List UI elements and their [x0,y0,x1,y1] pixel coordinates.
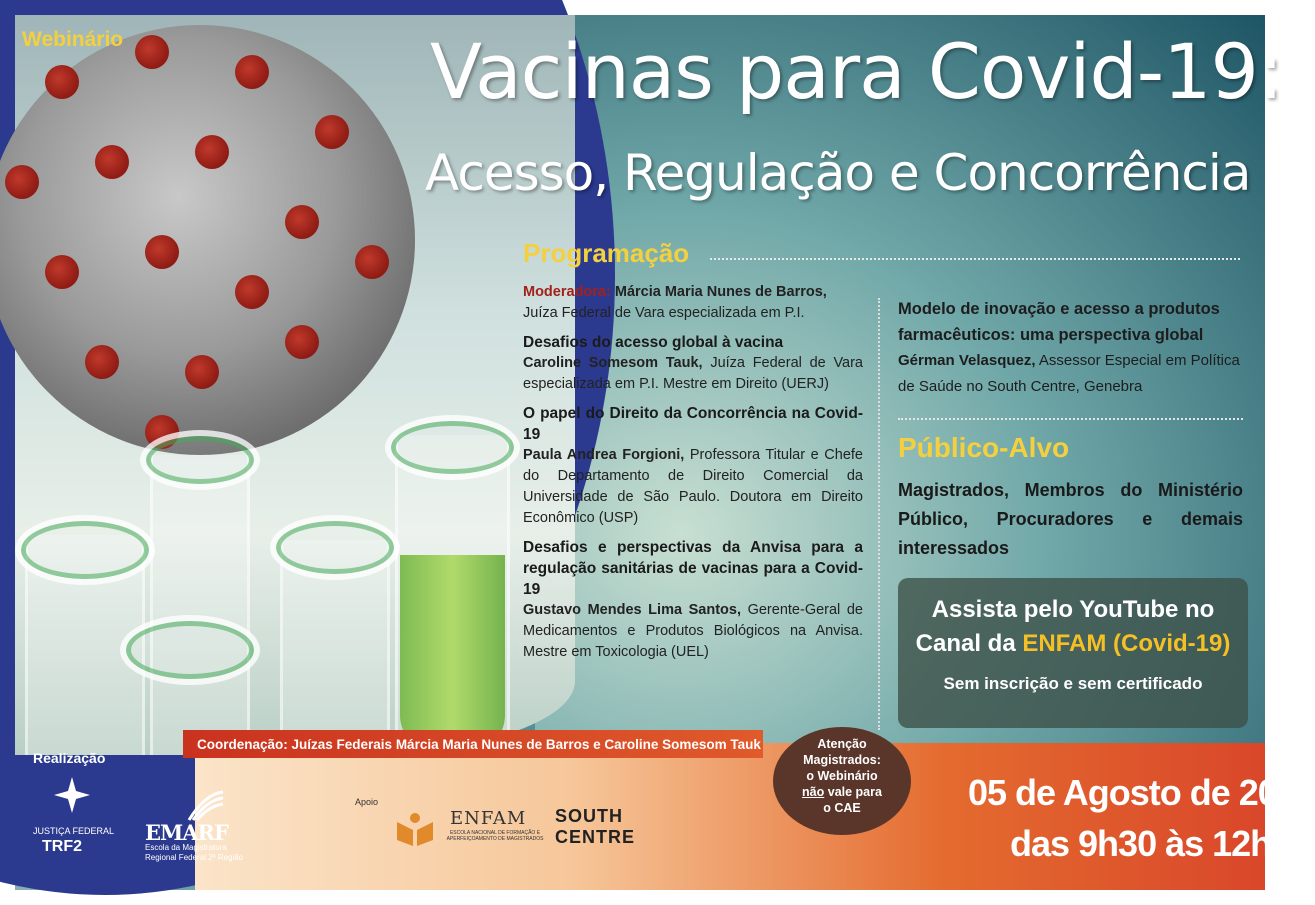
publico-text: Magistrados, Membros do Ministério Público, Procuradores e demais interessados [898,480,1243,558]
program-column-right [898,296,1243,400]
talk-title: Desafios e perspectivas da Anvisa para a regulação sanitárias de vacinas para a Covid-19 [523,539,863,598]
coordination-bar: Coordenação: Juízas Federais Márcia Maria Nunes de Barros e Caroline Somesom Tauk [183,730,763,758]
youtube-line1: Assista pelo YouTube no [931,596,1215,623]
attention-line: Atenção [817,737,867,751]
test-tube-rim [385,415,520,480]
event-time: das 9h30 às 12h [1010,823,1272,864]
jf-label: JUSTIÇA FEDERAL [33,826,115,836]
enfam-logo-icon [393,810,437,848]
attention-line: o CAE [823,801,861,815]
programacao-heading: Programação [523,238,690,268]
moderator-name: Márcia Maria Nunes de Barros, [614,284,827,300]
talk-desc: Gerente-Geral de Medicamentos e Produtos Biológicos na Anvisa. Mestre em Toxicologia (UEL) [523,602,863,660]
youtube-prefix: Canal da [915,630,1023,657]
virus-illustration [0,25,415,455]
talk-desc: Juíza Federal de Vara especializada em P.I. Mestre em Direito (UERJ) [523,355,864,392]
publico-heading: Público-Alvo [898,432,1070,463]
talk-item [523,403,863,529]
footer-band [195,743,1265,890]
talk-desc: Assessor Especial em Política de Saúde no South Centre, Genebra [898,352,1240,395]
test-tube-rim [120,615,260,685]
dotted-divider [898,418,1243,420]
vertical-divider [878,298,880,730]
youtube-line2 [898,630,1248,658]
talk-speaker: Gustavo Mendes Lima Santos, [523,602,741,618]
talk-title: O papel do Direito da Concorrência na Covid-19 [523,405,863,443]
youtube-channel[interactable]: ENFAM (Covid-19) [1022,630,1231,657]
subtitle: Acesso, Regulação e Concorrência [425,144,1251,202]
main-title: Vacinas para Covid-19: [430,27,1283,116]
enfam-sublabel: ESCOLA NACIONAL DE FORMAÇÃO E APERFEIÇOAMENTO DE MAGISTRADOS [446,830,544,842]
apoio-label: Apoio [355,797,379,807]
test-tube-rim [15,515,155,585]
south-centre-logo-line1: SOUTH [555,806,623,826]
enfam-label: ENFAM [450,808,527,829]
attention-line: vale para [824,785,882,799]
talk-title: Desafios do acesso global à vacina [523,334,784,351]
emarf-logo-icon [185,790,225,824]
justica-federal-logo-icon [52,775,92,815]
program-column-left [523,282,863,671]
youtube-box[interactable] [898,578,1248,728]
talk-desc: Professora Titular e Chefe do Departamento de Direito Comercial da Universidade de São Paulo. Doutora em Direito Econômico (USP) [523,447,863,526]
trf2-label: TRF2 [42,838,82,855]
talk-item [523,537,863,663]
webinar-label: Webinário [22,28,124,51]
event-date: 05 de Agosto de 2020 [968,772,1315,813]
attention-badge [773,727,911,835]
moderator-label: Moderadora: [523,284,611,300]
test-tube [395,435,510,755]
talk-item [523,332,863,395]
lab-photo [15,15,575,755]
dotted-divider [710,258,1240,260]
talk-title: Modelo de inovação e acesso a produtos farmacêuticos: uma perspectiva global [898,300,1220,344]
talk-speaker: Paula Andrea Forgioni, [523,447,685,463]
attention-line: Magistrados: [803,753,881,767]
youtube-note: Sem inscrição e sem certificado [943,674,1203,693]
talk-speaker: Caroline Somesom Tauk, [523,355,703,371]
talk-speaker: Gérman Velasquez, [898,352,1036,369]
emarf-label: EMARF [145,820,228,845]
test-tube [150,455,250,755]
test-tube-rim [140,430,260,490]
attention-line: o Webinário [806,769,878,783]
attention-emphasis: não [802,785,825,799]
south-centre-logo-line2: CENTRE [555,827,636,847]
test-tube-rim [270,515,400,580]
realizacao-label: Realização [33,750,106,766]
emarf-sublabel: Escola da Magistratura Regional Federal 2ª Região [145,843,244,862]
moderator-role: Juíza Federal de Vara especializada em P.I. [523,305,805,321]
moderator-block [523,282,863,324]
